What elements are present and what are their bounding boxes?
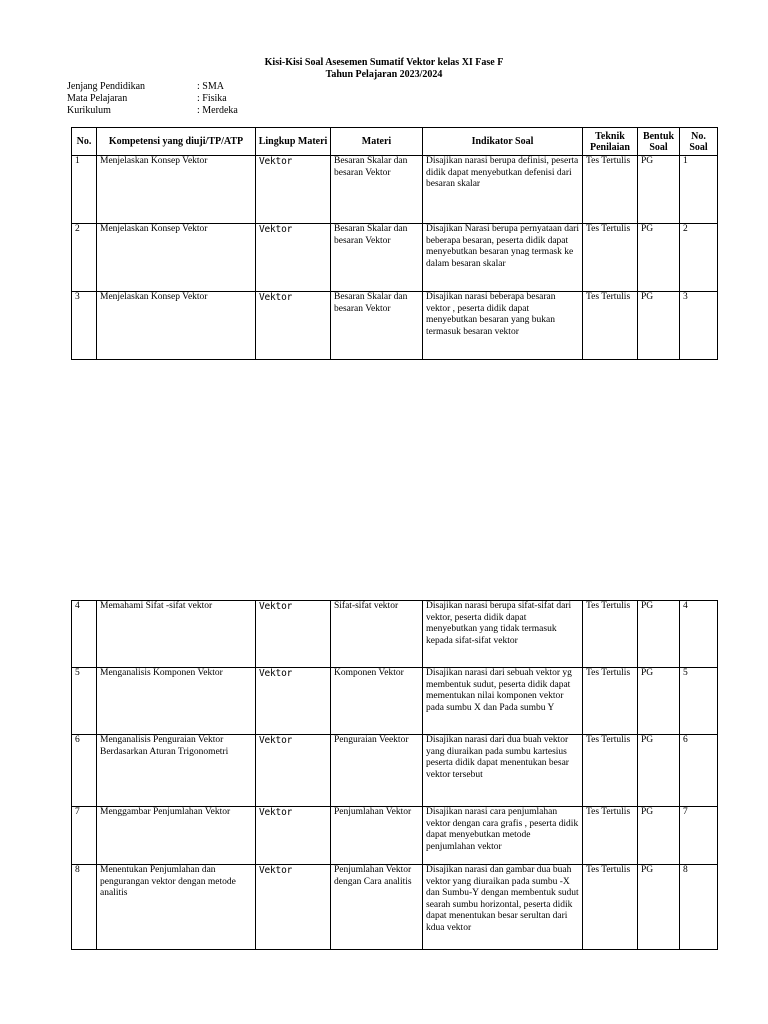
meta-row [67, 81, 238, 93]
table-row [72, 601, 718, 668]
header-no: No. [72, 128, 97, 156]
header-kompetensi: Kompetensi yang diuji/TP/ATP [97, 128, 256, 156]
row-indikator-soal: Disajikan narasi berupa definisi, peserta didik dapat menyebutkan defenisi dari besaran skalar [423, 156, 583, 224]
meta-label: Jenjang Pendidikan [67, 81, 146, 92]
row-teknik-penilaian: Tes Tertulis [583, 601, 638, 668]
row-materi: Penguraian Veektor [331, 735, 423, 807]
row-kompetensi: Menjelaskan Konsep Vektor [97, 224, 256, 292]
meta-value: : SMA [197, 81, 224, 92]
row-kompetensi: Menentukan Penjumlahan dan pengurangan vektor dengan metode analitis [97, 865, 256, 950]
row-no-soal: 1 [680, 156, 718, 224]
row-bentuk-soal: PG [638, 865, 680, 950]
row-no: 2 [72, 224, 97, 292]
row-lingkup-materi: Vektor [256, 156, 331, 224]
row-indikator-soal: Disajikan narasi dari sebuah vektor yg membentuk sudut, peserta didik dapat mementukan nilai komponen vektor pada sumbu X dan Pada sumbu Y [423, 668, 583, 735]
row-teknik-penilaian: Tes Tertulis [583, 735, 638, 807]
document-meta [67, 81, 238, 117]
row-bentuk-soal: PG [638, 601, 680, 668]
document-title: Kisi-Kisi Soal Asesemen Sumatif Vektor kelas XI Fase F [264, 57, 504, 68]
header-no-soal: No. Soal [680, 128, 718, 156]
row-lingkup-materi: Vektor [256, 292, 331, 360]
row-materi: Besaran Skalar dan besaran Vektor [331, 224, 423, 292]
row-teknik-penilaian: Tes Tertulis [583, 224, 638, 292]
table-row [72, 865, 718, 950]
row-bentuk-soal: PG [638, 668, 680, 735]
meta-value: : Fisika [197, 93, 227, 104]
row-lingkup-materi: Vektor [256, 735, 331, 807]
header-indikator-soal: Indikator Soal [423, 128, 583, 156]
table-row [72, 156, 718, 224]
meta-value: : Merdeka [197, 105, 238, 116]
row-no: 3 [72, 292, 97, 360]
document-subtitle: Tahun Pelajaran 2023/2024 [325, 69, 443, 80]
row-indikator-soal: Disajikan narasi dan gambar dua buah vektor yang diuraikan pada sumbu -X dan Sumbu-Y dengan membentuk sudut searah sumbu horizontal, peserta didik dapat menentukan besar serultan dari kdua vektor [423, 865, 583, 950]
row-indikator-soal: Disajikan narasi dari dua buah vektor yang diuraikan pada sumbu kartesius peserta didik dapat menentukan besar vektor tersebut [423, 735, 583, 807]
header-bentuk-soal: Bentuk Soal [638, 128, 680, 156]
table-row [72, 735, 718, 807]
row-kompetensi: Menganalisis Penguraian Vektor Berdasarkan Aturan Trigonometri [97, 735, 256, 807]
row-indikator-soal: Disajikan Narasi berupa pernyataan dari beberapa besaran, peserta didik dapat menyebutkan besaran ynag termask ke dalam besaran skalar [423, 224, 583, 292]
row-materi: Penjumlahan Vektor dengan Cara analitis [331, 865, 423, 950]
row-no: 5 [72, 668, 97, 735]
row-materi: Komponen Vektor [331, 668, 423, 735]
meta-row [67, 93, 238, 105]
row-no: 7 [72, 807, 97, 865]
row-indikator-soal: Disajikan narasi berupa sifat-sifat dari vektor, peserta didik dapat menyebutkan yang tidak termasuk kepada sifat-sifat vektor [423, 601, 583, 668]
row-teknik-penilaian: Tes Tertulis [583, 156, 638, 224]
row-no: 6 [72, 735, 97, 807]
table-row [72, 292, 718, 360]
row-materi: Besaran Skalar dan besaran Vektor [331, 156, 423, 224]
row-no: 8 [72, 865, 97, 950]
row-no: 4 [72, 601, 97, 668]
row-materi: Besaran Skalar dan besaran Vektor [331, 292, 423, 360]
row-no-soal: 5 [680, 668, 718, 735]
meta-label: Mata Pelajaran [67, 93, 128, 104]
row-no-soal: 7 [680, 807, 718, 865]
meta-row [67, 105, 238, 117]
row-kompetensi: Menganalisis Komponen Vektor [97, 668, 256, 735]
meta-label: Kurikulum [67, 105, 111, 116]
row-materi: Penjumlahan Vektor [331, 807, 423, 865]
row-bentuk-soal: PG [638, 224, 680, 292]
row-no-soal: 6 [680, 735, 718, 807]
row-no: 1 [72, 156, 97, 224]
table-row [72, 668, 718, 735]
row-lingkup-materi: Vektor [256, 865, 331, 950]
table-header-row [72, 128, 718, 156]
row-kompetensi: Menggambar Penjumlahan Vektor [97, 807, 256, 865]
header-teknik-penilaian: Teknik Penilaian [583, 128, 638, 156]
row-kompetensi: Memahami Sifat -sifat vektor [97, 601, 256, 668]
row-lingkup-materi: Vektor [256, 807, 331, 865]
row-indikator-soal: Disajikan narasi beberapa besaran vektor , peserta didik dapat menyebutkan besaran yang bukan termasuk besaran vektor [423, 292, 583, 360]
row-lingkup-materi: Vektor [256, 601, 331, 668]
row-no-soal: 4 [680, 601, 718, 668]
row-no-soal: 8 [680, 865, 718, 950]
row-teknik-penilaian: Tes Tertulis [583, 668, 638, 735]
row-bentuk-soal: PG [638, 156, 680, 224]
header-materi: Materi [331, 128, 423, 156]
table-row [72, 224, 718, 292]
row-bentuk-soal: PG [638, 807, 680, 865]
row-kompetensi: Menjelaskan Konsep Vektor [97, 292, 256, 360]
row-no-soal: 2 [680, 224, 718, 292]
row-bentuk-soal: PG [638, 292, 680, 360]
row-indikator-soal: Disajikan narasi cara penjumlahan vektor dengan cara grafis , peserta didik dapat menyebutkan metode penjumlahan vektor [423, 807, 583, 865]
row-teknik-penilaian: Tes Tertulis [583, 292, 638, 360]
row-teknik-penilaian: Tes Tertulis [583, 807, 638, 865]
header-lingkup-materi: Lingkup Materi [256, 128, 331, 156]
row-bentuk-soal: PG [638, 735, 680, 807]
row-teknik-penilaian: Tes Tertulis [583, 865, 638, 950]
row-kompetensi: Menjelaskan Konsep Vektor [97, 156, 256, 224]
kisi-kisi-table-page-1 [71, 127, 718, 360]
row-lingkup-materi: Vektor [256, 224, 331, 292]
row-materi: Sifat-sifat vektor [331, 601, 423, 668]
row-lingkup-materi: Vektor [256, 668, 331, 735]
row-no-soal: 3 [680, 292, 718, 360]
kisi-kisi-table-page-2 [71, 600, 718, 950]
table-row [72, 807, 718, 865]
